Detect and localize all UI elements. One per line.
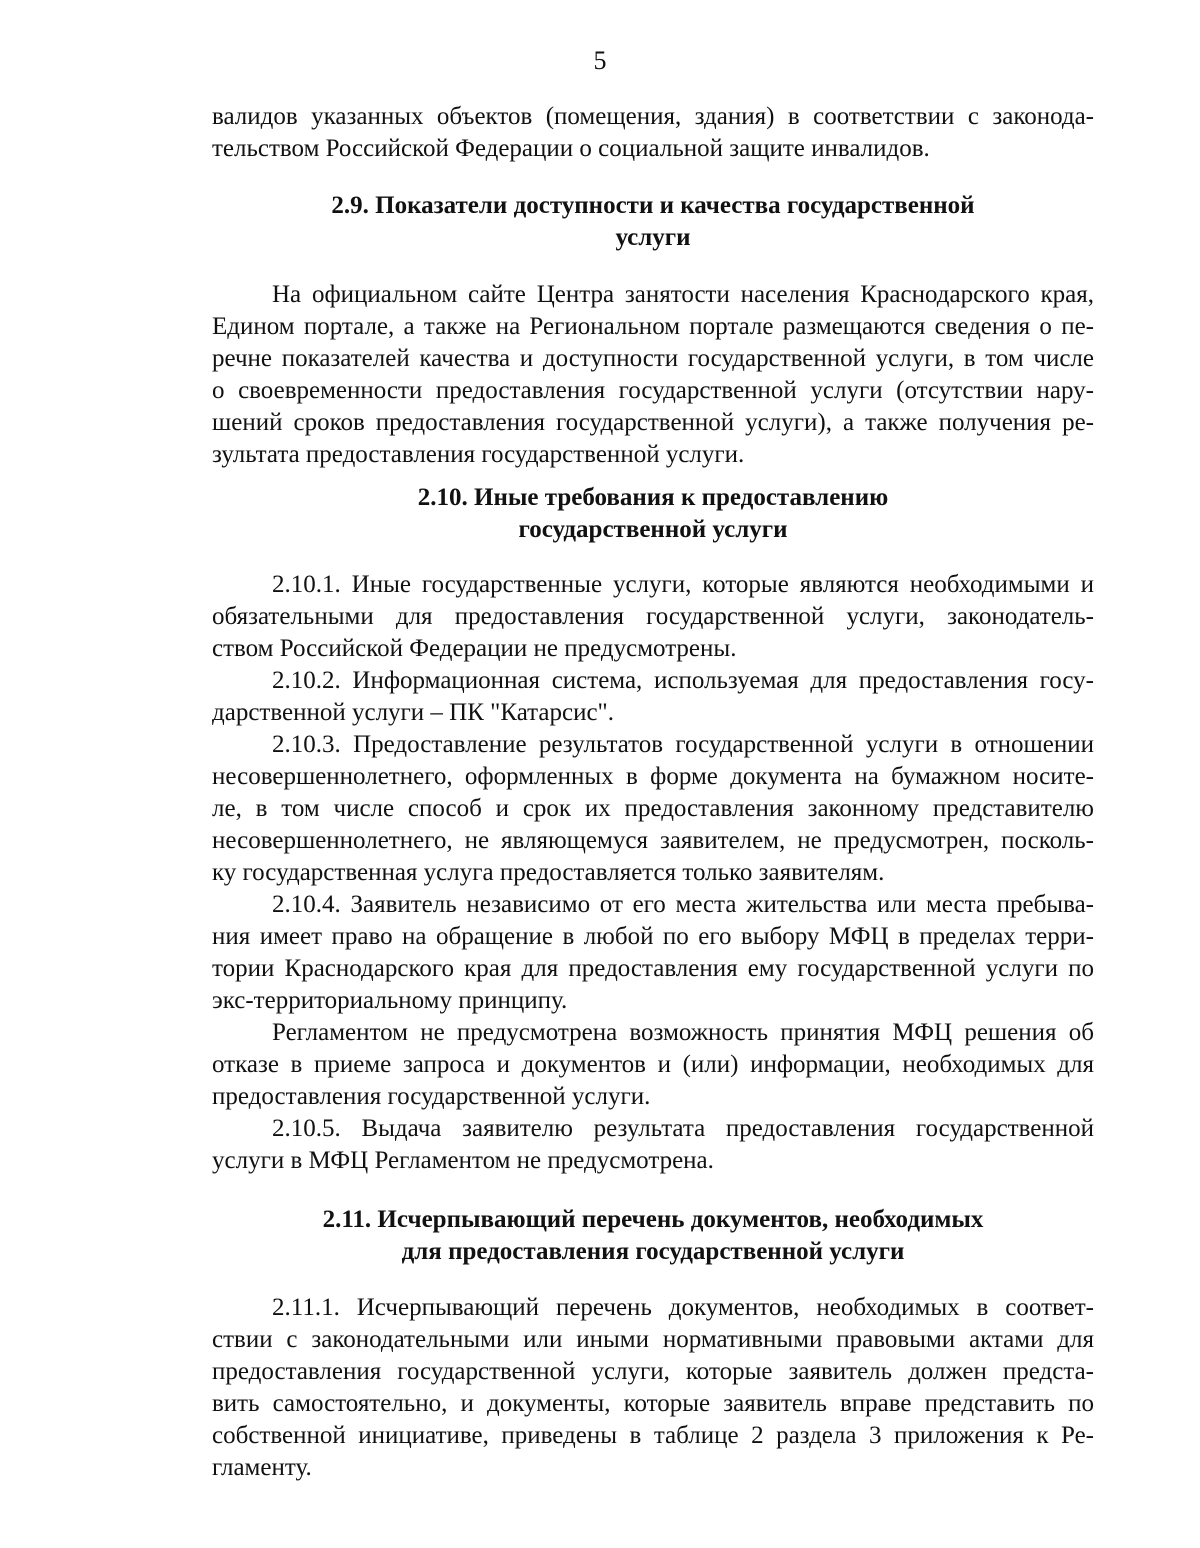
text-line: предоставления государственной услуги. [212, 1083, 651, 1110]
text-line: ле, в том числе способ и срок их предоставления законному представителю [212, 795, 1094, 822]
text-line: о своевременности предоставления государственной услуги (отсутствии нару- [212, 377, 1094, 404]
section-heading: 2.11. Исчерпывающий перечень документов, необходимых [322, 1206, 984, 1233]
section-heading: 2.10. Иные требования к предоставлению [417, 484, 889, 511]
text-line: 2.10.2. Информационная система, используемая для предоставления госу- [272, 667, 1094, 694]
text-line: экс-территориальному принципу. [212, 987, 568, 1014]
text-line: вить самостоятельно, и документы, которые заявитель вправе представить по [212, 1390, 1094, 1417]
section-heading: государственной услуги [518, 516, 788, 543]
text-line: дарственной услуги – ПК "Катарсис". [212, 699, 615, 726]
text-line: несовершеннолетнего, не являющемуся заявителем, не предусмотрен, посколь- [212, 827, 1094, 854]
text-line: валидов указанных объектов (помещения, здания) в соответствии с законода- [212, 103, 1094, 130]
text-line: обязательными для предоставления государственной услуги, законодатель- [212, 603, 1094, 630]
text-line: На официальном сайте Центра занятости населения Краснодарского края, [272, 281, 1094, 308]
text-line: гламенту. [212, 1454, 312, 1481]
text-line: 2.10.5. Выдача заявителю результата предоставления государственной [272, 1115, 1094, 1142]
text-line: тельством Российской Федерации о социальной защите инвалидов. [212, 135, 930, 162]
text-line: ния имеет право на обращение в любой по его выбору МФЦ в пределах терри- [212, 923, 1094, 950]
page-number: 5 [593, 46, 607, 75]
text-line: ством Российской Федерации не предусмотрены. [212, 635, 737, 662]
text-line: ствии с законодательными или иными нормативными правовыми актами для [212, 1326, 1094, 1353]
text-line: ку государственная услуга предоставляется только заявителям. [212, 859, 885, 886]
text-line: отказе в приеме запроса и документов и (или) информации, необходимых для [212, 1051, 1094, 1078]
text-line: несовершеннолетнего, оформленных в форме документа на бумажном носите- [212, 763, 1094, 790]
text-line: 2.10.3. Предоставление результатов государственной услуги в отношении [272, 731, 1094, 758]
text-line: зультата предоставления государственной услуги. [212, 441, 745, 468]
text-line: речне показателей качества и доступности государственной услуги, в том числе [212, 345, 1094, 372]
section-heading: для предоставления государственной услуги [401, 1238, 905, 1265]
text-line: Регламентом не предусмотрена возможность принятия МФЦ решения об [272, 1019, 1094, 1046]
text-line: шений сроков предоставления государственной услуги), а также получения ре- [212, 409, 1094, 436]
text-line: 2.10.1. Иные государственные услуги, которые являются необходимыми и [272, 571, 1094, 598]
text-line: предоставления государственной услуги, которые заявитель должен предста- [212, 1358, 1094, 1385]
text-line: собственной инициативе, приведены в таблице 2 раздела 3 приложения к Ре- [212, 1422, 1094, 1449]
text-line: Едином портале, а также на Региональном портале размещаются сведения о пе- [212, 313, 1094, 340]
text-line: услуги в МФЦ Регламентом не предусмотрена. [212, 1147, 714, 1174]
section-heading: 2.9. Показатели доступности и качества государственной [331, 192, 975, 219]
text-line: 2.10.4. Заявитель независимо от его места жительства или места пребыва- [272, 891, 1094, 918]
text-line: тории Краснодарского края для предоставления ему государственной услуги по [212, 955, 1094, 982]
section-heading: услуги [615, 224, 691, 251]
text-line: 2.11.1. Исчерпывающий перечень документов, необходимых в соответ- [272, 1294, 1094, 1321]
